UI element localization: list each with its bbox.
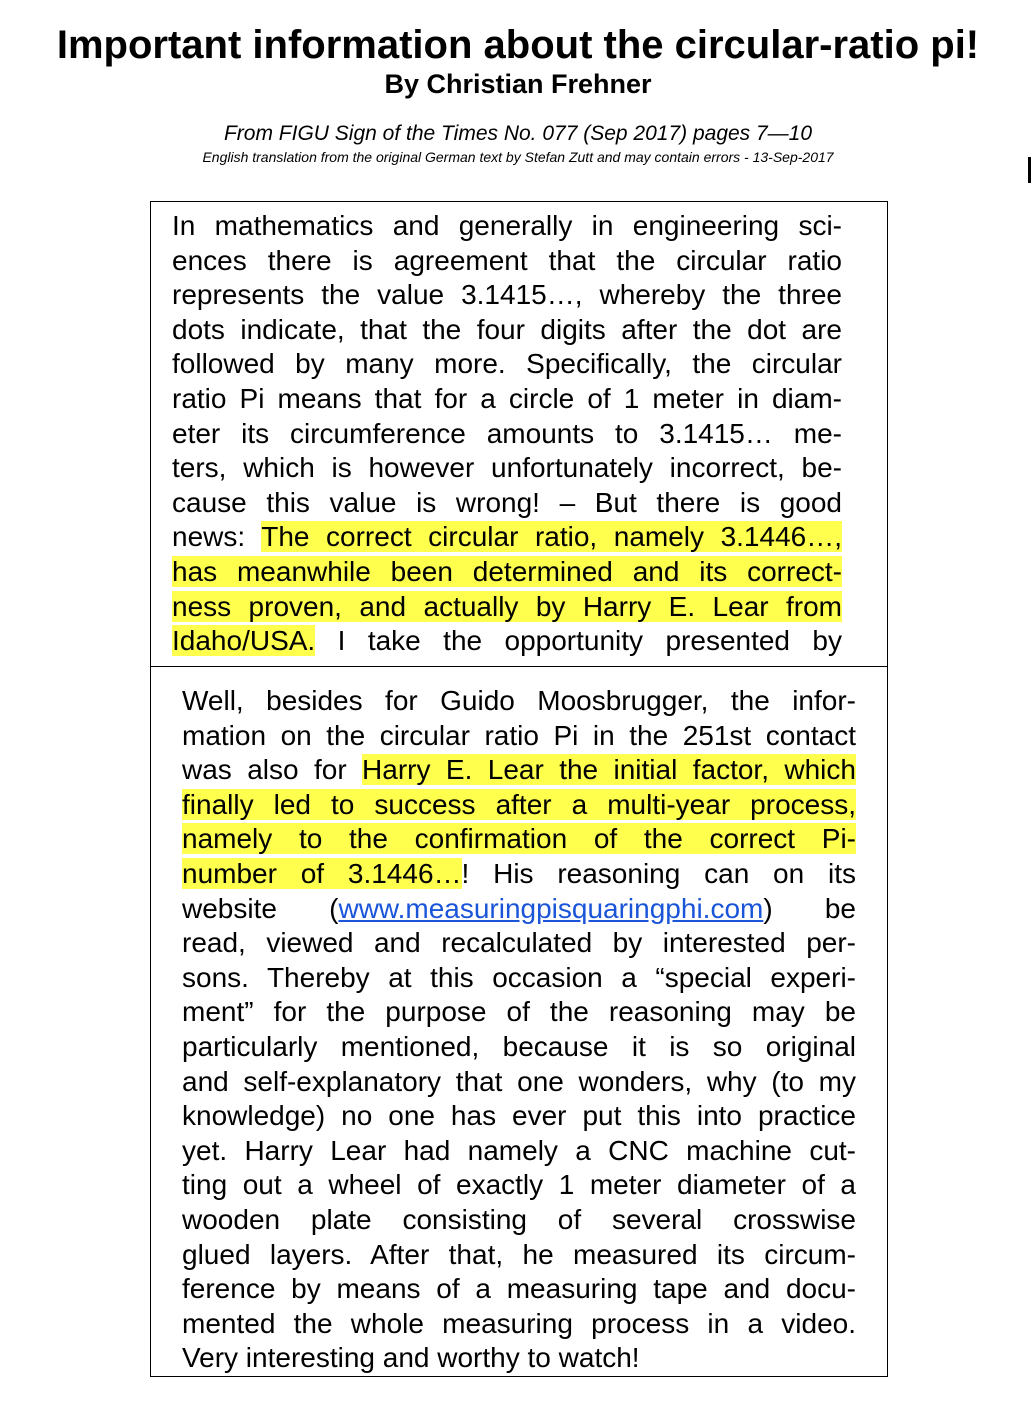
text-line: and self-explanatory that one wonders, why (to my xyxy=(182,1065,856,1097)
text-line: ratio Pi means that for a circle of 1 meter in diam- xyxy=(172,382,842,414)
text-line: sons. Thereby at this occasion a “special experi- xyxy=(182,961,856,993)
text-line: cause this value is wrong! – But there is good xyxy=(172,486,842,518)
highlighted-text: The correct circular ratio, namely 3.1446…, xyxy=(261,521,842,553)
page-title: Important information about the circular-ratio pi! xyxy=(56,23,980,67)
highlighted-text: ness proven, and actually by Harry E. Lear from xyxy=(172,590,842,622)
text-line xyxy=(172,555,842,590)
page-edge-mark xyxy=(1028,157,1031,183)
text-line: knowledge) no one has ever put this into practice xyxy=(182,1100,856,1132)
highlighted-text: namely to the confirmation of the correct Pi- xyxy=(182,823,856,855)
excerpt-1-text xyxy=(172,209,842,659)
text-line: ences there is agreement that the circular ratio xyxy=(172,244,842,276)
excerpt-2-text xyxy=(182,684,856,1376)
text-line: particularly mentioned, because it is so original xyxy=(182,1030,856,1062)
text-segment: website xyxy=(182,892,277,924)
highlighted-text: Harry E. Lear the initial factor, which xyxy=(362,754,856,786)
translation-note: English translation from the original German text by Stefan Zutt and may contain errors - 13-Sep-2017 xyxy=(202,149,834,165)
text-line: ting out a wheel of exactly 1 meter diameter of a xyxy=(182,1169,856,1201)
text-segment: ( xyxy=(329,892,339,924)
source-citation: From FIGU Sign of the Times No. 077 (Sep 2017) pages 7—10 xyxy=(223,122,813,145)
text-line: ment” for the purpose of the reasoning may be xyxy=(182,996,856,1028)
highlighted-text: number of 3.1446… xyxy=(182,857,462,889)
highlighted-text: Idaho/USA. xyxy=(172,625,316,657)
text-segment: ) be xyxy=(763,892,857,924)
text-line xyxy=(182,788,856,823)
text-line: glued layers. After that, he measured its circum- xyxy=(182,1238,856,1270)
text-line: ters, which is however unfortunately incorrect, be- xyxy=(172,452,842,484)
text-line: ference by means of a measuring tape and docu- xyxy=(182,1273,856,1305)
website-link[interactable]: www.measuringpisquaringphi.com xyxy=(338,892,764,924)
text-line: Well, besides for Guido Moosbrugger, the infor- xyxy=(182,685,856,716)
text-line xyxy=(182,857,856,892)
text-segment: I take the opportunity presented by xyxy=(337,625,842,657)
text-line: followed by many more. Specifically, the circular xyxy=(172,348,842,380)
text-line: represents the value 3.1415…, whereby the three xyxy=(172,279,842,311)
author-byline: By Christian Frehner xyxy=(384,69,652,99)
text-line xyxy=(182,892,856,927)
text-line: wooden plate consisting of several crosswise xyxy=(182,1203,856,1235)
text-line xyxy=(172,624,842,659)
text-line: In mathematics and generally in engineering sci- xyxy=(172,210,842,241)
highlighted-text: finally led to success after a multi-year process, xyxy=(182,788,856,820)
text-segment: news: xyxy=(172,521,246,553)
text-line: mation on the circular ratio Pi in the 251st contact xyxy=(182,719,856,751)
text-segment: ! His reasoning can on its xyxy=(461,857,856,889)
text-line: Very interesting and worthy to watch! xyxy=(182,1342,640,1374)
text-line: eter its circumference amounts to 3.1415… me- xyxy=(172,417,842,449)
text-segment: was also for xyxy=(182,754,347,786)
text-line xyxy=(182,753,856,788)
text-line: dots indicate, that the four digits after the dot are xyxy=(172,313,842,345)
text-line: yet. Harry Lear had namely a CNC machine cut- xyxy=(182,1134,856,1166)
text-line xyxy=(172,520,842,555)
text-line: read, viewed and recalculated by interested per- xyxy=(182,927,856,959)
text-line xyxy=(182,822,856,857)
text-line xyxy=(172,590,842,625)
highlighted-text: has meanwhile been determined and its correct- xyxy=(172,555,842,587)
text-line: mented the whole measuring process in a video. xyxy=(182,1307,856,1339)
